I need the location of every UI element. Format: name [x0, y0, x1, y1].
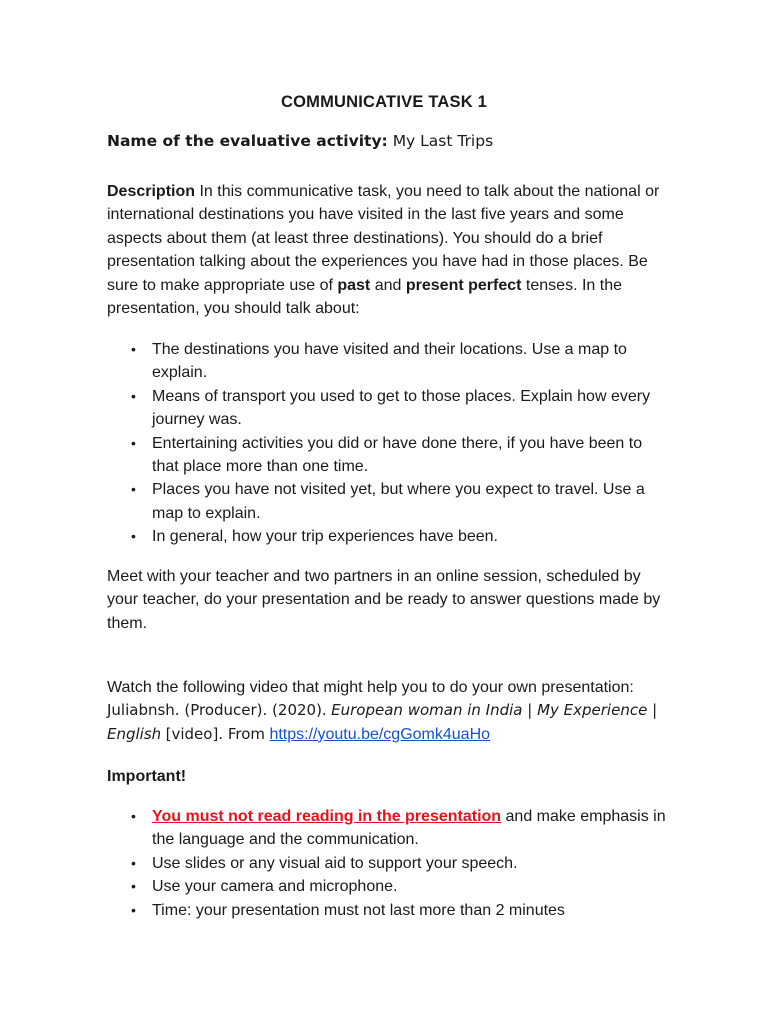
- list-item: • The destinations you have visited and their locations. Use a map to explain.: [107, 338, 667, 385]
- bullet-icon: •: [131, 901, 136, 918]
- bullet-icon: •: [131, 481, 136, 498]
- activity-label: Name of the evaluative activity:: [107, 132, 388, 150]
- watch-intro: Watch the following video that might help you to do your own presentation:: [107, 679, 634, 696]
- video-link[interactable]: https://youtu.be/cgGomk4uaHo: [269, 725, 491, 743]
- list-item: • Entertaining activities you did or have done there, if you have been to that place more than one time.: [107, 432, 667, 479]
- watch-citation: Juliabnsh. (Producer). (2020).: [107, 701, 327, 720]
- page-title: COMMUNICATIVE TASK 1: [281, 93, 487, 111]
- list-item: • Use slides or any visual aid to support your speech.: [107, 852, 667, 875]
- activity-value: My Last Trips: [392, 132, 494, 150]
- list-item: • Means of transport you used to get to those places. Explain how every journey was.: [107, 385, 667, 432]
- meet-paragraph: Meet with your teacher and two partners in an online session, scheduled by your teacher, do your presentation and be ready to answer questions made by them.: [107, 568, 661, 632]
- list-item: • Use your camera and microphone.: [107, 875, 667, 898]
- activity-line: [107, 132, 493, 150]
- list-item: • In general, how your trip experiences have been.: [107, 525, 667, 548]
- description-text: In this communicative task, you need to talk about the national or international destinations you have visited in the last five years and some aspects about them (at least three destinations). You should do a brief presentation talking about the experiences you have had in those places. Be sure to make appropriate use of: [107, 183, 660, 294]
- bullet-icon: •: [131, 341, 136, 357]
- description-and: and: [374, 276, 402, 294]
- bullet-icon: •: [131, 878, 136, 895]
- watch-format: [video]. From: [165, 724, 265, 743]
- important-list: [107, 805, 667, 922]
- description-paragraph: [107, 180, 667, 320]
- bullet-icon: •: [131, 434, 136, 451]
- list-item: • Places you have not visited yet, but where you expect to travel. Use a map to explain.: [107, 478, 667, 525]
- description-bold-present-perfect: present perfect: [405, 276, 522, 294]
- bullet-icon: •: [131, 387, 136, 404]
- bullet-icon: •: [131, 528, 136, 545]
- bullet-icon: •: [131, 854, 136, 871]
- description-text-end: tenses. In the presentation, you should talk about:: [107, 276, 622, 318]
- watch-paragraph: [107, 676, 667, 746]
- topics-list: [107, 338, 667, 549]
- description-label: Description: [107, 183, 196, 200]
- warning-text: You must not read reading in the presentation: [152, 808, 502, 825]
- description-bold-past: past: [337, 276, 371, 294]
- list-item: • Time: your presentation must not last more than 2 minutes: [107, 899, 667, 922]
- important-heading: Important!: [107, 768, 187, 785]
- bullet-icon: •: [131, 808, 136, 824]
- video-title: European woman in India | My Experience | English: [107, 701, 658, 743]
- list-item: • You must not read reading in the presentation and make emphasis in the language and the communication.: [107, 805, 667, 852]
